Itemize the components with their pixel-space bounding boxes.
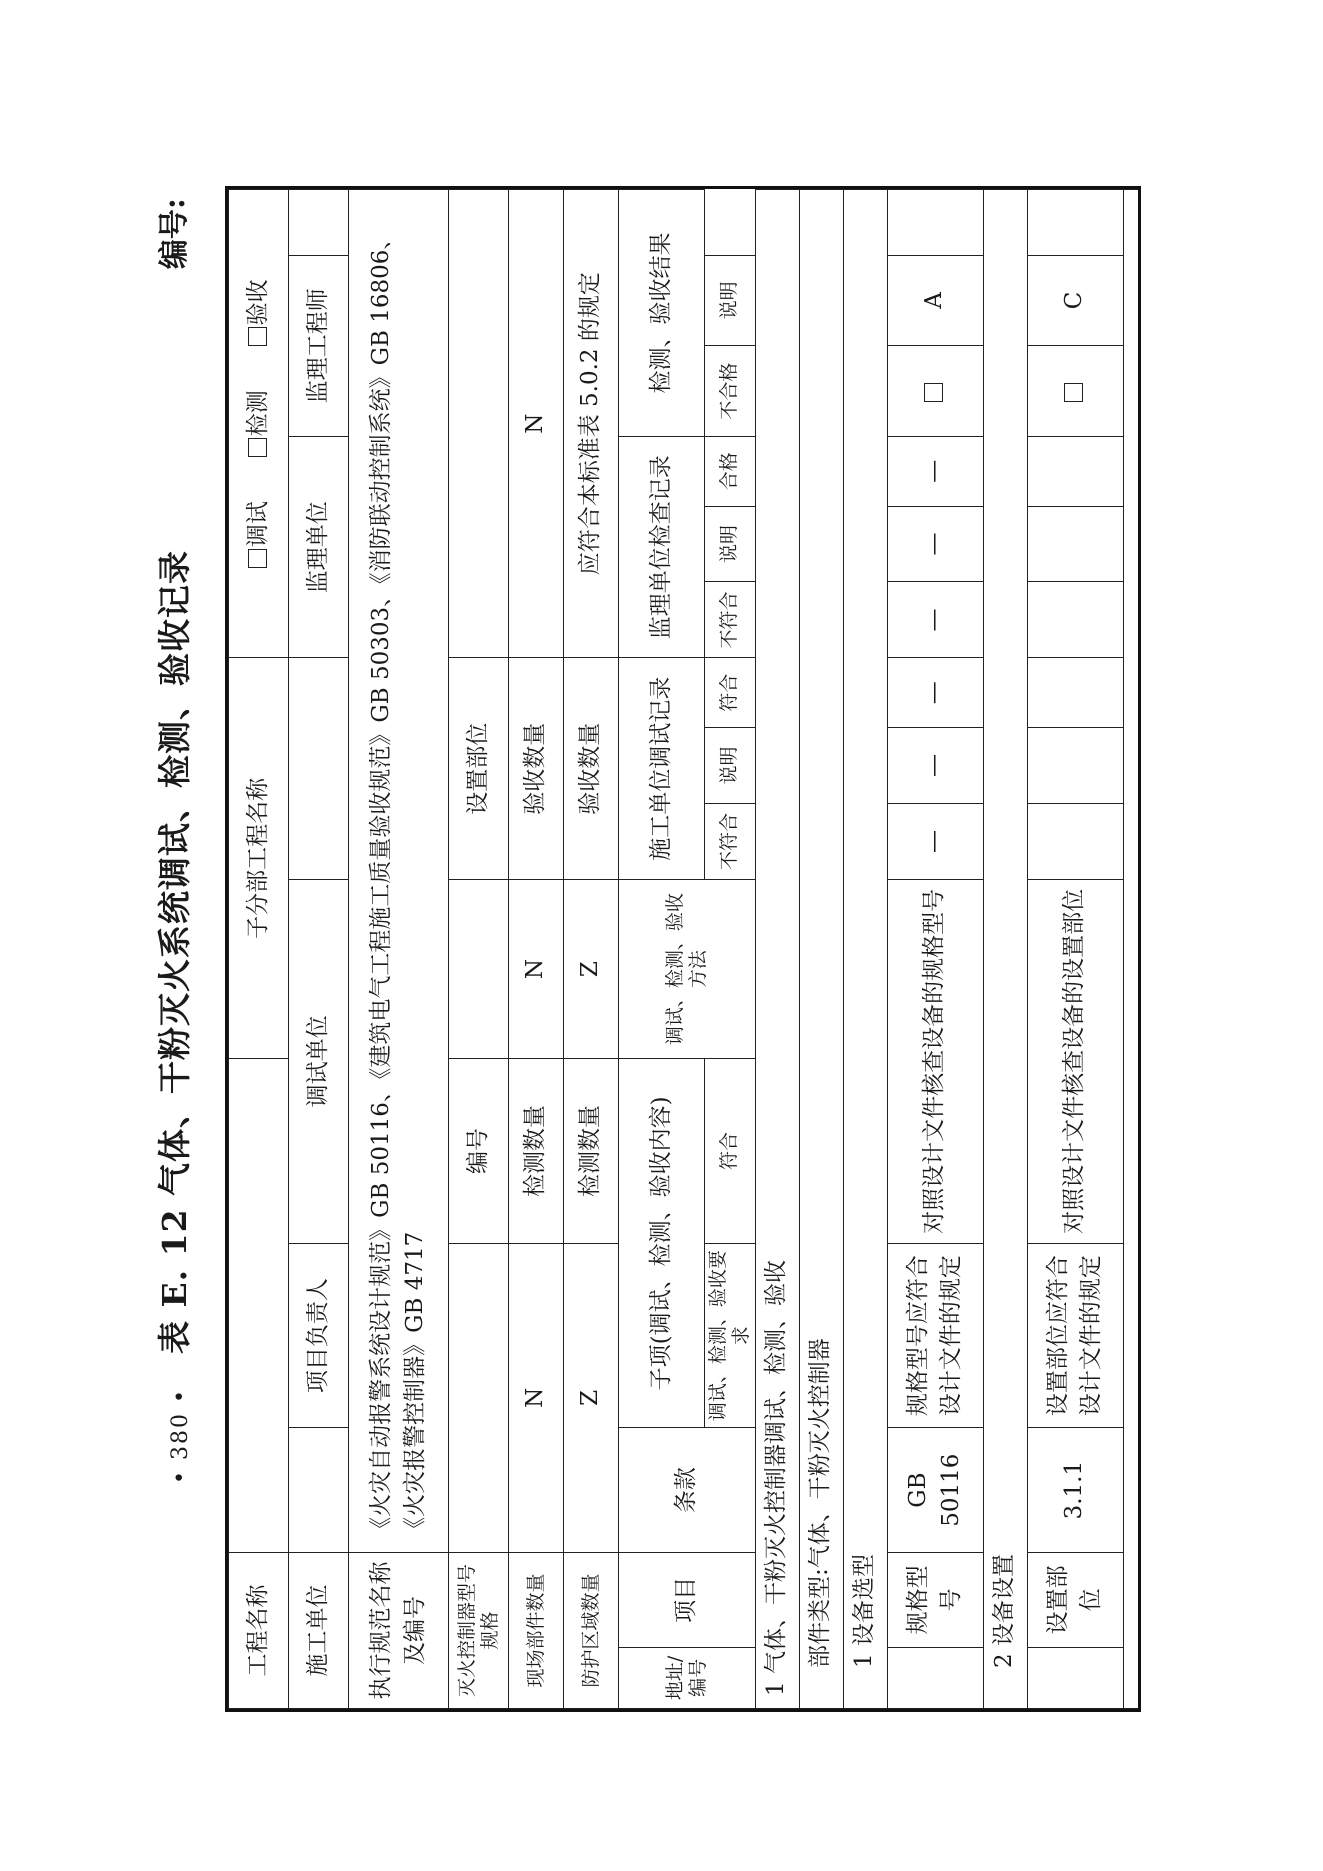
col-unqualified: 不合格: [705, 346, 756, 437]
part-type: 部件类型:气体、干粉灭火控制器: [799, 190, 843, 1709]
debug-unit-value[interactable]: [289, 658, 349, 879]
row-clause: 3.1.1: [1027, 1428, 1123, 1552]
table-row: [887, 190, 983, 1709]
row-item: 设置部位: [1027, 1552, 1123, 1647]
row-clause: GB 50116: [887, 1428, 983, 1552]
page-title: 表 E. 12 气体、干粉灭火系统调试、检测、验收记录: [155, 549, 194, 1355]
table-row: [1027, 190, 1123, 1709]
row-c-note[interactable]: —: [887, 658, 983, 728]
row-c-nonconform[interactable]: —: [887, 728, 983, 804]
col-address: 地址/编号: [619, 1647, 756, 1708]
col-c-conform: 符合: [705, 1059, 756, 1244]
inspect-qty-label: 检测数量: [509, 1059, 564, 1244]
construction-unit-label: 施工单位: [289, 1552, 349, 1708]
stage-checkbox-accept[interactable]: 验收: [245, 279, 271, 346]
row-item: 规格型号: [887, 1552, 983, 1647]
title-row: [145, 192, 205, 1712]
zone-qty-value: Z: [564, 1243, 619, 1552]
row-c-conform[interactable]: —: [887, 803, 983, 879]
row-address[interactable]: [1027, 1647, 1123, 1708]
page-number: • 380 •: [168, 1388, 193, 1484]
supervision-engineer-value[interactable]: [289, 190, 349, 256]
row-s-conform[interactable]: [1027, 582, 1123, 658]
row-c-note[interactable]: [1027, 658, 1123, 728]
debug-unit-label: 调试单位: [289, 879, 349, 1243]
row-method: 对照设计文件核查设备的设置部位: [1027, 879, 1123, 1243]
row-s-nonconform[interactable]: [1027, 506, 1123, 582]
section-1-1: 1 设备选型: [843, 190, 887, 1709]
col-c-note: 说明: [705, 728, 756, 804]
col-s-conform: 符合: [705, 658, 756, 728]
row-c-conform[interactable]: [1027, 803, 1123, 879]
serial-label: 编号:: [157, 198, 192, 270]
standards-text: 《火灾自动报警系统设计规范》GB 50116、《建筑电气工程施工质量验收规范》GB 50303、《消防联动控制系统》GB 16806、《火灾报警控制器》GB 4717: [349, 190, 449, 1553]
row-method: 对照设计文件核查设备的规格型号: [887, 879, 983, 1243]
row-s-nonconform[interactable]: —: [887, 506, 983, 582]
stage-options: [229, 190, 289, 658]
row-address[interactable]: [887, 1647, 983, 1708]
controller-model-value[interactable]: [449, 1243, 509, 1552]
row-requirement: 设置部位应符合设计文件的规定: [1027, 1243, 1123, 1428]
table-filler: [1123, 190, 1138, 1709]
stage-checkbox-debug[interactable]: 调试: [245, 501, 271, 568]
col-result-note: 说明: [705, 255, 756, 346]
project-name-label: 工程名称: [229, 1552, 289, 1708]
col-s-note: 说明: [705, 506, 756, 582]
row-qualified-checkbox[interactable]: [887, 346, 983, 437]
section-1: 1 气体、干粉灭火控制器调试、检测、验收: [755, 190, 799, 1709]
zone-inspect-label: 检测数量: [564, 1059, 619, 1244]
number-value[interactable]: [449, 879, 509, 1058]
col-construction-record: 施工单位调试记录: [619, 658, 705, 879]
location-value[interactable]: [449, 190, 509, 658]
accept-qty-value: N: [509, 190, 564, 658]
record-table: [225, 186, 1141, 1712]
project-name-value[interactable]: [229, 1059, 289, 1553]
col-qualified: 合格: [705, 436, 756, 506]
col-supervision-record: 监理单位检查记录: [619, 436, 705, 657]
row-s-note[interactable]: —: [887, 436, 983, 506]
col-c-nonconform: 不符合: [705, 803, 756, 879]
zone-qty-label: 防护区域数量: [564, 1552, 619, 1708]
row-requirement: 规格型号应符合设计文件的规定: [887, 1243, 983, 1428]
standards-label: 执行规范名称及编号: [349, 1552, 449, 1708]
accept-qty-label: 验收数量: [509, 658, 564, 879]
row-grade: C: [1027, 255, 1123, 346]
col-result: 检测、验收结果: [619, 190, 705, 437]
zone-inspect-value: Z: [564, 879, 619, 1058]
row-s-conform[interactable]: —: [887, 582, 983, 658]
zone-accept-text: 应符合本标准表 5.0.2 的规定: [564, 190, 619, 658]
rotated-page: [145, 192, 1145, 1712]
field-parts-value: N: [509, 1243, 564, 1552]
field-parts-label: 现场部件数量: [509, 1552, 564, 1708]
supervision-engineer-label: 监理工程师: [289, 255, 349, 436]
row-s-note[interactable]: [1027, 436, 1123, 506]
row-result-note[interactable]: [1027, 190, 1123, 256]
subdivision-label: 子分部工程名称: [229, 658, 289, 1059]
col-requirement: 调试、检测、验收要求: [705, 1243, 756, 1428]
col-item: 项目: [619, 1552, 756, 1647]
location-label: 设置部位: [449, 658, 509, 879]
col-subitem: 子项(调试、检测、验收内容): [619, 1059, 705, 1428]
col-method: 调试、检测、验收方法: [619, 879, 756, 1058]
col-clause: 条款: [619, 1428, 756, 1552]
stage-checkbox-inspect[interactable]: 检测: [245, 390, 271, 457]
inspect-qty-value: N: [509, 879, 564, 1058]
section-1-2: 2 设备设置: [983, 190, 1027, 1709]
number-label: 编号: [449, 1059, 509, 1244]
construction-unit-value[interactable]: [289, 1428, 349, 1552]
controller-model-label: 灭火控制器型号规格: [449, 1552, 509, 1708]
project-manager-label: 项目负责人: [289, 1243, 349, 1428]
row-qualified-checkbox[interactable]: [1027, 346, 1123, 437]
row-result-note[interactable]: [887, 190, 983, 256]
row-grade: A: [887, 255, 983, 346]
row-c-nonconform[interactable]: [1027, 728, 1123, 804]
supervision-unit-label: 监理单位: [289, 436, 349, 657]
zone-accept-label: 验收数量: [564, 658, 619, 879]
col-s-nonconform: 不符合: [705, 582, 756, 658]
